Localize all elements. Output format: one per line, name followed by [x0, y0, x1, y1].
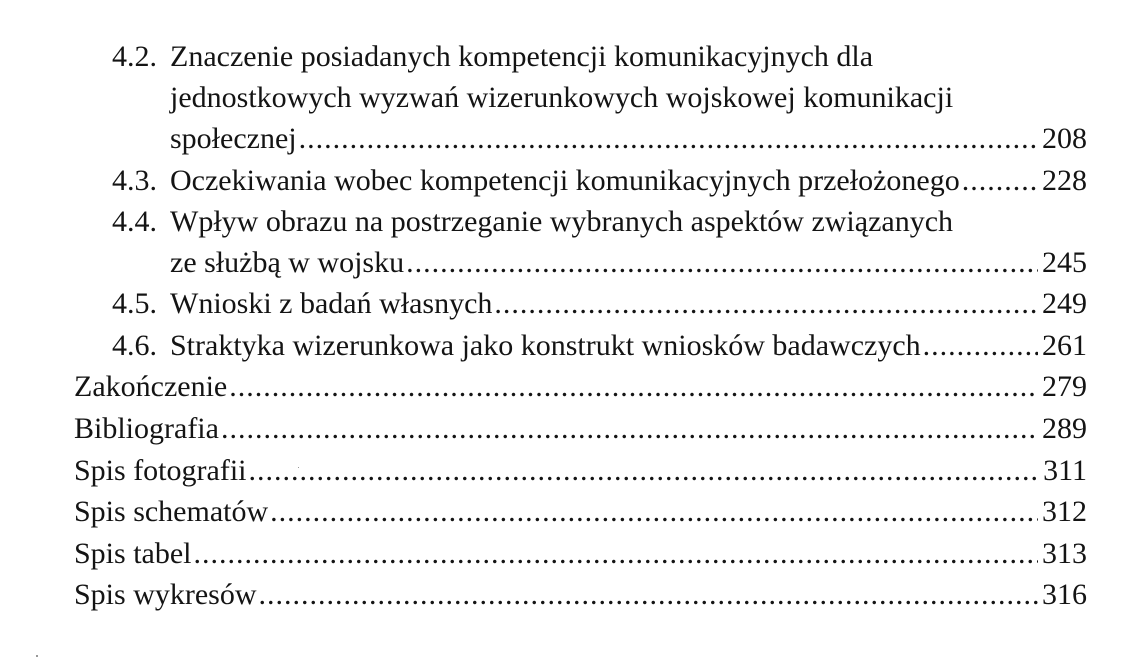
toc-entry-title: Spis tabel	[74, 537, 192, 570]
toc-page-number: 313	[1042, 537, 1087, 570]
dot-leader	[194, 533, 1039, 575]
toc-entry-4-4-last-line	[170, 242, 1087, 284]
toc-entry-zakonczenie	[74, 366, 1087, 408]
toc-page-number: 228	[1042, 164, 1087, 197]
dot-leader	[259, 574, 1038, 616]
toc-entry-title: Wpływ obrazu na postrzeganie wybranych aspektów związanych	[170, 205, 954, 238]
toc-entry-title: społecznej	[170, 122, 297, 155]
toc-entry-title: Bibliografia	[74, 412, 219, 445]
dot-leader	[229, 366, 1038, 408]
scan-speck	[36, 655, 38, 657]
toc-entry-title: jednostkowych wyzwań wizerunkowych wojskowej komunikacji	[170, 81, 954, 114]
toc-entry-number: 4.4.	[112, 205, 157, 238]
toc-entry-title: Straktyka wizerunkowa jako konstrukt wniosków badawczych	[170, 329, 921, 362]
toc-entry-title: Spis fotografii	[74, 454, 247, 487]
dot-leader	[494, 283, 1038, 325]
dot-leader	[923, 325, 1038, 367]
dot-leader	[249, 450, 1040, 492]
toc-entry-spis-wykresow	[74, 574, 1087, 616]
toc-entry-4-2	[112, 36, 1087, 78]
toc-entry-4-2-last-line	[170, 118, 1087, 160]
toc-entry-spis-tabel	[74, 533, 1087, 575]
toc-entry-title: Znaczenie posiadanych kompetencji komunikacyjnych dla	[170, 40, 874, 73]
toc-entry-title: Spis wykresów	[74, 578, 257, 611]
dot-leader	[299, 118, 1038, 160]
toc-page-number: 249	[1042, 287, 1087, 320]
dot-leader	[270, 491, 1038, 533]
toc-page-number: 208	[1042, 122, 1087, 155]
dot-leader	[962, 160, 1038, 202]
toc-entry-4-4	[112, 201, 1087, 243]
scan-speck	[298, 467, 299, 468]
toc-entry-number: 4.3.	[112, 164, 157, 197]
toc-page-number: 245	[1042, 246, 1087, 279]
toc-entry-4-6	[112, 325, 1087, 367]
toc-entry-number: 4.6.	[112, 329, 157, 362]
toc-entry-title: Spis schematów	[74, 495, 269, 528]
toc-entry-spis-fotografii	[74, 450, 1087, 492]
toc-entry-title: Oczekiwania wobec kompetencji komunikacyjnych przełożonego	[170, 164, 960, 197]
toc-page-number: 289	[1042, 412, 1087, 445]
toc-page-number: 316	[1042, 578, 1087, 611]
toc-page-number: 312	[1042, 495, 1087, 528]
toc-entry-title: ze służbą w wojsku	[170, 246, 405, 279]
toc-entry-4-2-continuation	[170, 77, 1087, 119]
toc-entry-4-3	[112, 160, 1087, 202]
toc-page-number: 261	[1042, 329, 1087, 362]
toc-entry-spis-schematow	[74, 491, 1087, 533]
toc-entry-4-5	[112, 283, 1087, 325]
toc-page-number: 311	[1043, 454, 1087, 487]
dot-leader	[406, 242, 1038, 284]
toc-entry-title: Zakończenie	[74, 370, 228, 403]
toc-entry-number: 4.2.	[112, 40, 157, 73]
toc-entry-number: 4.5.	[112, 287, 157, 320]
dot-leader	[221, 408, 1038, 450]
toc-entry-bibliografia	[74, 408, 1087, 450]
toc-page-number: 279	[1042, 370, 1087, 403]
toc-entry-title: Wnioski z badań własnych	[170, 287, 493, 320]
